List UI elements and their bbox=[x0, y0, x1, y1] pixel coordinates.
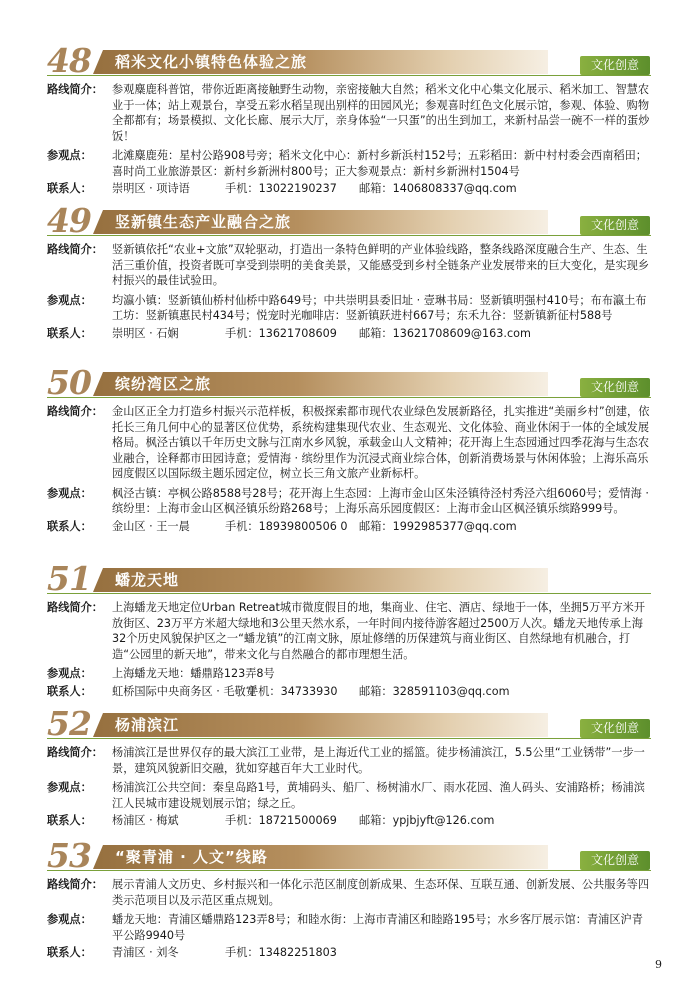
contact-row bbox=[47, 943, 651, 962]
route-section-53 bbox=[0, 837, 698, 962]
contact-label: 联系人： bbox=[47, 946, 92, 959]
contact-label: 联系人： bbox=[47, 182, 92, 195]
contact-person: 虹桥国际中央商务区 · 毛敬宽 bbox=[112, 684, 257, 698]
page-number: 9 bbox=[655, 958, 662, 971]
contact-person: 金山区 · 王一晨 bbox=[112, 519, 190, 533]
phone: 手机：34733930 bbox=[247, 684, 338, 698]
visit-text: 杨浦滨江公共空间：秦皇岛路1号，黄埔码头、船厂、杨树浦水厂、雨水花园、渔人码头、安浦路桥；杨浦滨江人民城市建设规划展示馆；绿之丘。 bbox=[112, 781, 645, 810]
contact-label: 联系人： bbox=[47, 814, 92, 827]
visit-row bbox=[47, 293, 651, 324]
route-label: 路线简介： bbox=[47, 83, 103, 96]
contact-row bbox=[47, 811, 651, 830]
section-title: “聚青浦 · 人文”线路 bbox=[115, 848, 268, 866]
visit-label: 参观点： bbox=[47, 667, 92, 680]
route-row bbox=[47, 745, 651, 776]
section-header bbox=[0, 705, 698, 745]
visit-text: 北滩麋鹿苑：星村公路908号旁；稻米文化中心：新村乡新浜村152号；五彩稻田：新中村村委会西南稻田；喜时尚工业旅游景区：新村乡新洲村800号；正大参观景点：新村乡新洲村1504号 bbox=[112, 149, 647, 178]
header-underline bbox=[47, 870, 651, 871]
header-underline bbox=[47, 738, 651, 739]
header-underline bbox=[47, 75, 651, 76]
visit-text: 蟠龙天地：青浦区蟠鼎路123弄8号；和睦水街：上海市青浦区和睦路195号；水乡客厅展示馆：青浦区沪青平公路9940号 bbox=[112, 913, 643, 942]
route-label: 路线简介： bbox=[47, 405, 103, 418]
route-section-50 bbox=[0, 364, 698, 536]
visit-label: 参观点： bbox=[47, 913, 92, 926]
contact-label: 联系人： bbox=[47, 684, 92, 698]
route-section-52 bbox=[0, 705, 698, 830]
contact-label: 联系人： bbox=[47, 519, 92, 533]
route-label: 路线简介： bbox=[47, 746, 103, 759]
route-text: 上海蟠龙天地定位Urban Retreat城市微度假目的地，集商业、住宅、酒店、绿地于一体，坐拥5万平方米开放街区、23万平方米超大绿地和3公里天然水系，一年时间内接待游客超过2500万人次。蟠龙天地传承上海32个历史风貌保护区之一“蟠龙镇”的江南文脉，原址修缮的历保建筑与商业街区、自然绿地有机融合，打造“公园里的新天地”，带来文化与自然融合的都市理想生活。 bbox=[112, 601, 646, 661]
section-header bbox=[0, 42, 698, 82]
route-label: 路线简介： bbox=[47, 878, 103, 891]
section-title: 稻米文化小镇特色体验之旅 bbox=[115, 53, 308, 71]
phone: 手机：13022190237 bbox=[225, 182, 337, 195]
section-number: 48 bbox=[47, 41, 91, 80]
email: 邮箱：13621708609@163.com bbox=[359, 326, 531, 340]
section-header bbox=[0, 364, 698, 404]
phone: 手机：18939800506 0 bbox=[225, 519, 348, 533]
section-header bbox=[0, 202, 698, 242]
visit-text: 上海蟠龙天地：蟠鼎路123弄8号 bbox=[112, 667, 275, 680]
category-tag: 文化创意 bbox=[580, 378, 650, 397]
route-section-48 bbox=[0, 42, 698, 198]
route-section-51 bbox=[0, 560, 698, 701]
visit-label: 参观点： bbox=[47, 149, 92, 162]
phone: 手机：18721500069 bbox=[225, 814, 337, 827]
section-title: 缤纷湾区之旅 bbox=[115, 375, 212, 393]
route-row bbox=[47, 82, 651, 144]
section-number: 51 bbox=[47, 559, 91, 598]
route-text: 杨浦滨江是世界仅存的最大滨江工业带，是上海近代工业的摇篮。徒步杨浦滨江，5.5公里“工业锈带”一步一景，建筑风貌新旧交融，犹如穿越百年大工业时代。 bbox=[112, 746, 645, 775]
category-tag: 文化创意 bbox=[580, 216, 650, 235]
section-number: 49 bbox=[47, 201, 91, 240]
visit-text: 枫泾古镇：亭枫公路8588号28号；花开海上生态园：上海市金山区朱泾镇待泾村秀泾六组6060号；爱情海 · 缤纷里：上海市金山区枫泾镇乐纷路268号；上海乐高乐园度假区：上海市金山区枫泾镇乐缤路999号。 bbox=[112, 486, 649, 515]
route-label: 路线简介： bbox=[47, 601, 103, 614]
section-number: 52 bbox=[47, 704, 91, 743]
section-title: 竖新镇生态产业融合之旅 bbox=[115, 213, 292, 231]
visit-row bbox=[47, 780, 651, 811]
category-tag: 文化创意 bbox=[580, 56, 650, 75]
header-underline bbox=[47, 235, 651, 236]
contact-person: 崇明区 · 项诗语 bbox=[112, 182, 190, 195]
contact-person: 青浦区 · 刘冬 bbox=[112, 946, 179, 959]
visit-label: 参观点： bbox=[47, 486, 92, 500]
section-header bbox=[0, 837, 698, 877]
section-header bbox=[0, 560, 698, 600]
contact-row bbox=[47, 324, 651, 343]
route-label: 路线简介： bbox=[47, 243, 103, 256]
contact-person: 杨浦区 · 梅斌 bbox=[112, 814, 179, 827]
route-row bbox=[47, 877, 651, 908]
route-row bbox=[47, 242, 651, 289]
email: 邮箱：328591103@qq.com bbox=[359, 684, 510, 698]
visit-row bbox=[47, 666, 651, 682]
visit-row bbox=[47, 148, 651, 179]
email: 邮箱：1992985377@qq.com bbox=[359, 519, 517, 533]
category-tag: 文化创意 bbox=[580, 851, 650, 870]
section-number: 53 bbox=[47, 836, 91, 875]
route-row bbox=[47, 600, 651, 662]
route-text: 金山区正全力打造乡村振兴示范样板，积极探索都市现代农业绿色发展新路径，扎实推进“美丽乡村”创建，依托长三角几何中心的显著区位优势，系统构建集现代农业、生态观光、文化体验、商业休闲于一体的全域发展格局。枫泾古镇以千年历史文脉与江南水乡风貌，承载金山人文精神；花开海上生态园通过四季花海与生态农业融合，诠释都市田园诗意；爱情海 · 缤纷里作为沉浸式商业综合体，创新消费场景与休闲体验；上海乐高乐园度假区以国际级主题乐园定位，树立长三角文旅产业新标杆。 bbox=[112, 405, 650, 480]
visit-text: 均瀛小镇：竖新镇仙桥村仙桥中路649号；中共崇明县委旧址 · 壹琳书局：竖新镇明强村410号；布布瀛土布工坊：竖新镇惠民村434号；悦宠时光咖啡店：竖新镇跃进村667号；东禾九谷：竖新镇新征村588号 bbox=[112, 293, 647, 322]
contact-person: 崇明区 · 石娴 bbox=[112, 326, 179, 340]
section-title: 杨浦滨江 bbox=[115, 716, 180, 734]
contact-row bbox=[47, 179, 651, 198]
header-underline bbox=[47, 593, 651, 594]
phone: 手机：13621708609 bbox=[225, 326, 337, 340]
section-number: 50 bbox=[47, 363, 91, 402]
visit-row bbox=[47, 912, 651, 943]
visit-label: 参观点： bbox=[47, 293, 92, 307]
route-row bbox=[47, 404, 651, 482]
email: 邮箱：1406808337@qq.com bbox=[359, 182, 517, 195]
header-underline bbox=[47, 397, 651, 398]
route-text: 竖新镇依托“农业+文旅”双轮驱动，打造出一条特色鲜明的产业体验线路，整条线路深度融合生产、生态、生活三重价值，投资者既可享受到崇明的美食美景，又能感受到乡村全链条产业发展带来的巨大变化，是实现乡村振兴的最佳试验田。 bbox=[112, 243, 650, 287]
route-text: 参观麋鹿科普馆，带你近距离接触野生动物，亲密接触大自然；稻米文化中心集文化展示、稻米加工、智慧农业于一体；站上观景台，享受五彩水稻呈现出别样的田园风光；参观喜时红色文化展示馆，参观、体验、购物全都都有；场景模拟、文化长廊、展示大厅，亲身体验“一只蛋”的出生到加工，来新村品尝一碗不一样的蛋炒饭！ bbox=[112, 83, 650, 143]
visit-label: 参观点： bbox=[47, 781, 92, 794]
category-tag: 文化创意 bbox=[580, 719, 650, 738]
email: 邮箱：ypjbjyft@126.com bbox=[359, 814, 495, 827]
route-text: 展示青浦人文历史、乡村振兴和一体化示范区制度创新成果、生态环保、互联互通、创新发展、公共服务等四类示范项目以及示范区重点规划。 bbox=[112, 878, 650, 907]
phone: 手机：13482251803 bbox=[225, 946, 337, 959]
visit-row bbox=[47, 486, 651, 517]
section-title: 蟠龙天地 bbox=[115, 571, 180, 589]
contact-row bbox=[47, 682, 651, 701]
contact-label: 联系人： bbox=[47, 326, 92, 340]
route-section-49 bbox=[0, 202, 698, 343]
contact-row bbox=[47, 517, 651, 536]
